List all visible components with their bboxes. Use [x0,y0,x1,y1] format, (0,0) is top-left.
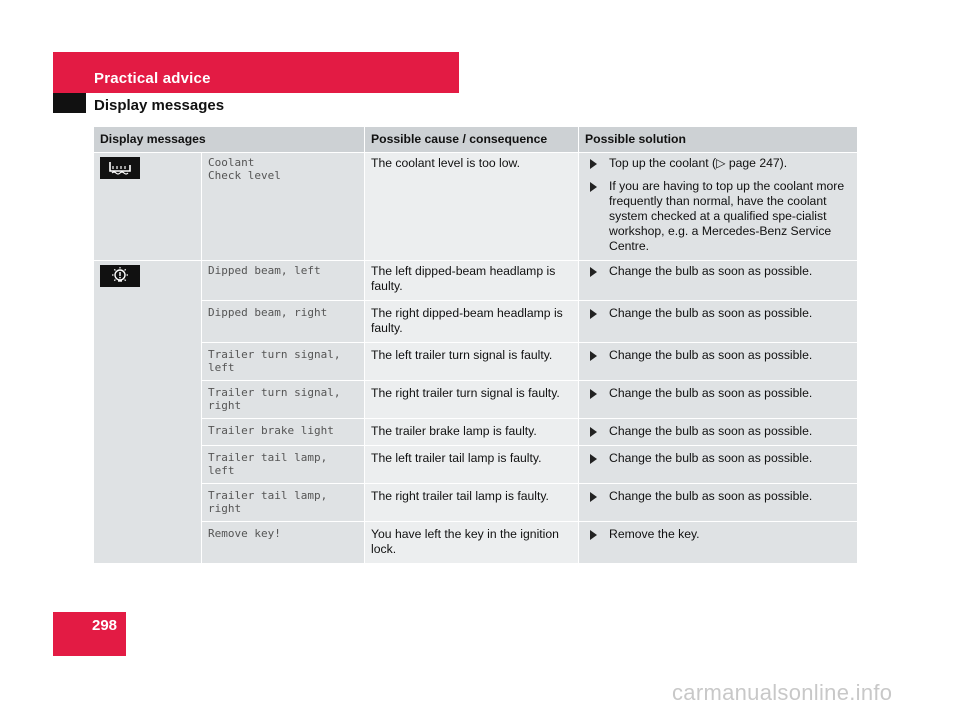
solution-step [585,156,851,171]
arrow-bullet-icon [590,530,597,540]
possible-solution [579,153,858,261]
possible-solution [579,343,858,381]
arrow-bullet-icon [590,182,597,192]
solution-text: Change the bulb as soon as possible. [609,424,813,438]
arrow-bullet-icon [590,351,597,361]
page-title: Display messages [94,97,225,114]
solution-text: Change the bulb as soon as possible. [609,451,813,465]
solution-text: Change the bulb as soon as possible. [609,348,813,362]
coolant-level-icon [100,157,140,179]
display-message: Trailer brake light [202,419,365,446]
column-header-cause: Possible cause / consequence [365,127,579,153]
possible-solution [579,419,858,446]
solution-step [585,179,851,254]
solution-text: Change the bulb as soon as possible. [609,264,813,278]
bulb-icon-cell [94,261,202,564]
possible-solution [579,261,858,301]
display-message: Dipped beam, left [202,261,365,301]
arrow-bullet-icon [590,389,597,399]
solution-text: Remove the key. [609,527,700,541]
table-row [94,261,858,301]
possible-cause: The left dipped-beam headlamp is faulty. [365,261,579,301]
arrow-bullet-icon [590,309,597,319]
table-row [94,446,858,484]
column-header-solution: Possible solution [579,127,858,153]
solution-text: Top up the coolant (▷ page 247). [609,156,788,170]
bulb-failure-icon [100,265,140,287]
possible-cause: The right trailer tail lamp is faulty. [365,484,579,522]
possible-cause: The left trailer tail lamp is faulty. [365,446,579,484]
display-messages-table [94,127,858,564]
solution-text: If you are having to top up the coolant more frequently than normal, have the coolant system checked at a qualified spe-cialist workshop, e.g. a Mercedes-Benz Service Centre. [609,179,845,253]
arrow-bullet-icon [590,454,597,464]
possible-cause: You have left the key in the ignition lock. [365,522,579,564]
possible-cause: The coolant level is too low. [365,153,579,261]
table-row [94,484,858,522]
possible-solution [579,381,858,419]
display-message: Coolant Check level [202,153,365,261]
arrow-bullet-icon [590,427,597,437]
coolant-icon-cell [94,153,202,261]
table-row [94,301,858,343]
table-row [94,419,858,446]
arrow-bullet-icon [590,267,597,277]
possible-solution [579,301,858,343]
arrow-bullet-icon [590,159,597,169]
column-header-messages: Display messages [94,127,365,153]
possible-cause: The right dipped-beam headlamp is faulty. [365,301,579,343]
display-message: Trailer tail lamp, right [202,484,365,522]
display-message: Remove key! [202,522,365,564]
display-message: Dipped beam, right [202,301,365,343]
display-message: Trailer tail lamp, left [202,446,365,484]
display-message: Trailer turn signal, left [202,343,365,381]
possible-solution [579,522,858,564]
solution-text: Change the bulb as soon as possible. [609,386,813,400]
table-row [94,522,858,564]
possible-solution [579,484,858,522]
table-row [94,153,858,261]
table-header-row [94,127,858,153]
arrow-bullet-icon [590,492,597,502]
possible-cause: The left trailer turn signal is faulty. [365,343,579,381]
section-title: Practical advice [94,70,211,87]
solution-text: Change the bulb as soon as possible. [609,489,813,503]
display-message: Trailer turn signal, right [202,381,365,419]
watermark: carmanualsonline.info [672,680,893,705]
possible-solution [579,446,858,484]
solution-text: Change the bulb as soon as possible. [609,306,813,320]
possible-cause: The right trailer turn signal is faulty. [365,381,579,419]
subsection-marker [53,93,86,113]
page-number: 298 [92,617,118,634]
table-row [94,381,858,419]
table-row [94,343,858,381]
possible-cause: The trailer brake lamp is faulty. [365,419,579,446]
